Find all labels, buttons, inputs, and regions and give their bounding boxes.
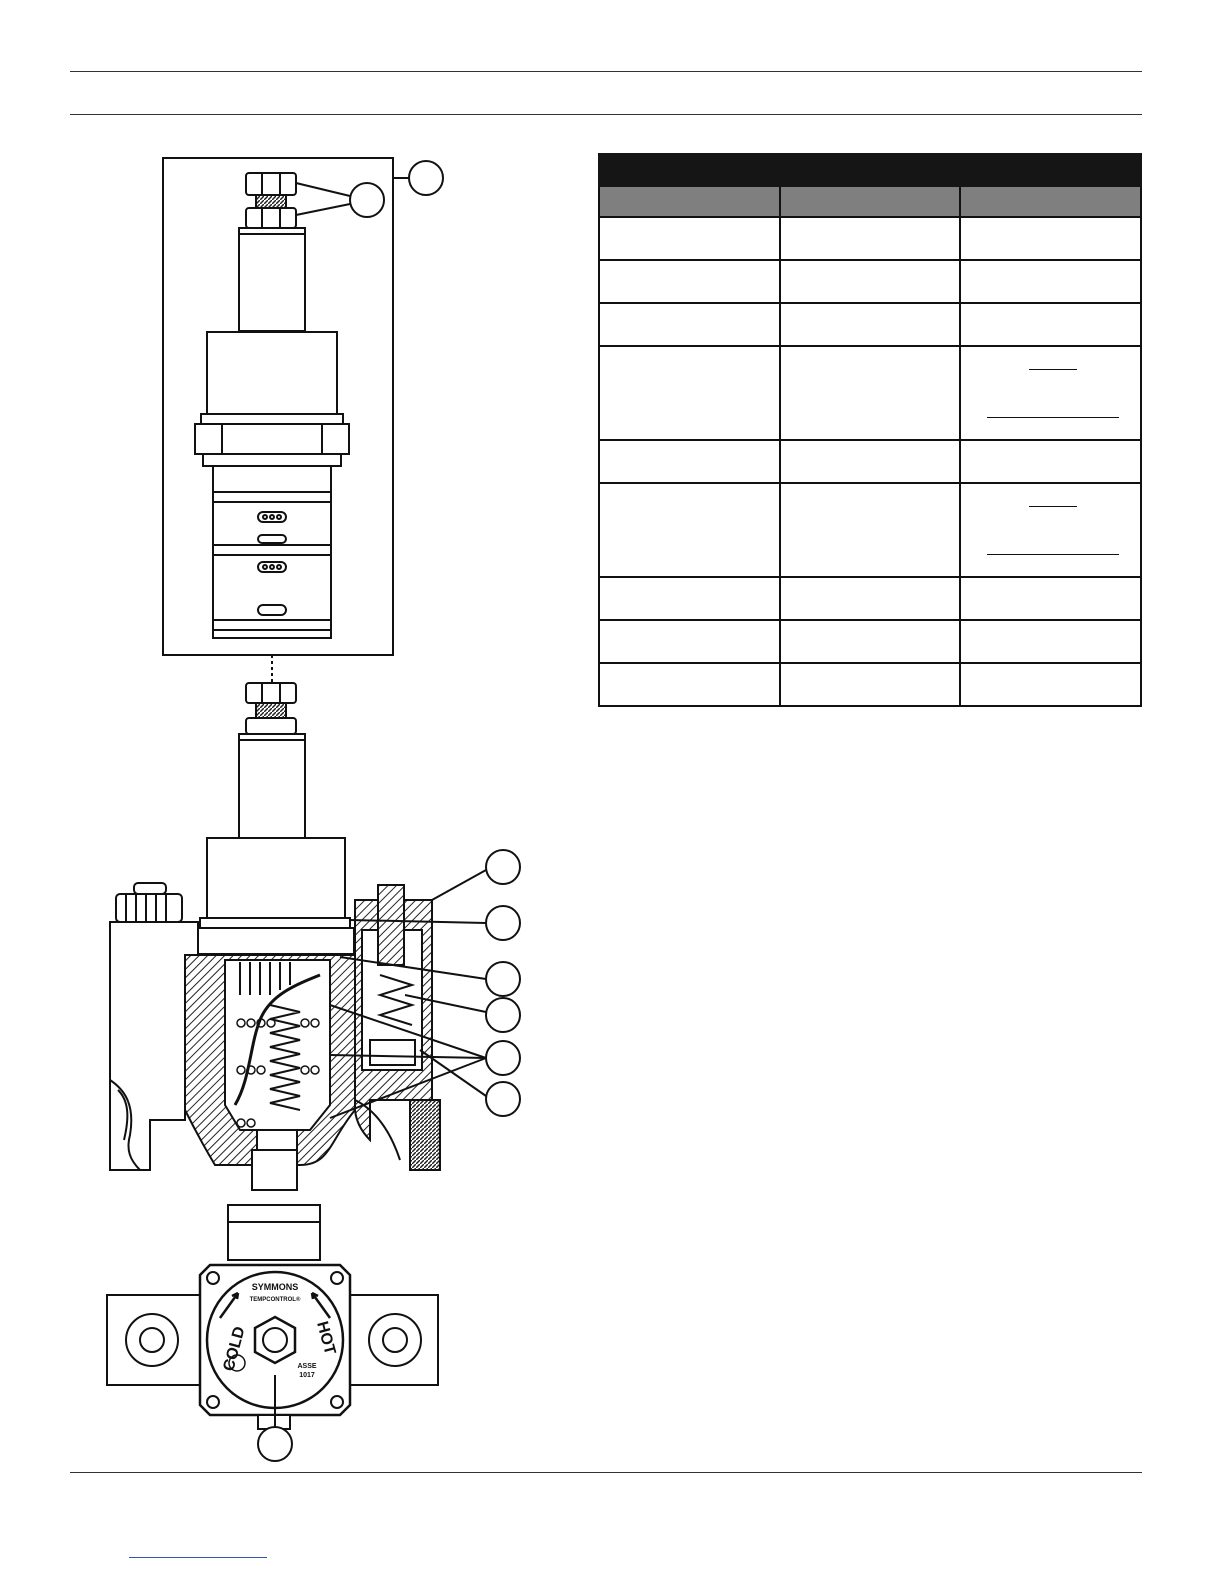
callout-check-stop-cap [432, 850, 520, 900]
valve-front-view [107, 1205, 438, 1429]
valve-section-view [110, 683, 440, 1190]
footer-link-underline[interactable] [129, 1557, 267, 1558]
hot-label: HOT [313, 1319, 339, 1357]
brand-label: SYMMONS [251, 1282, 299, 1292]
cold-label: COLD [220, 1324, 249, 1374]
cert-label: ASSE [297, 1363, 317, 1370]
cert-number: 1017 [299, 1372, 315, 1379]
cartridge-detail-box [163, 158, 393, 655]
model-label: TEMPCONTROL® [249, 1297, 301, 1303]
callout-cartridge-assembly [393, 161, 443, 195]
